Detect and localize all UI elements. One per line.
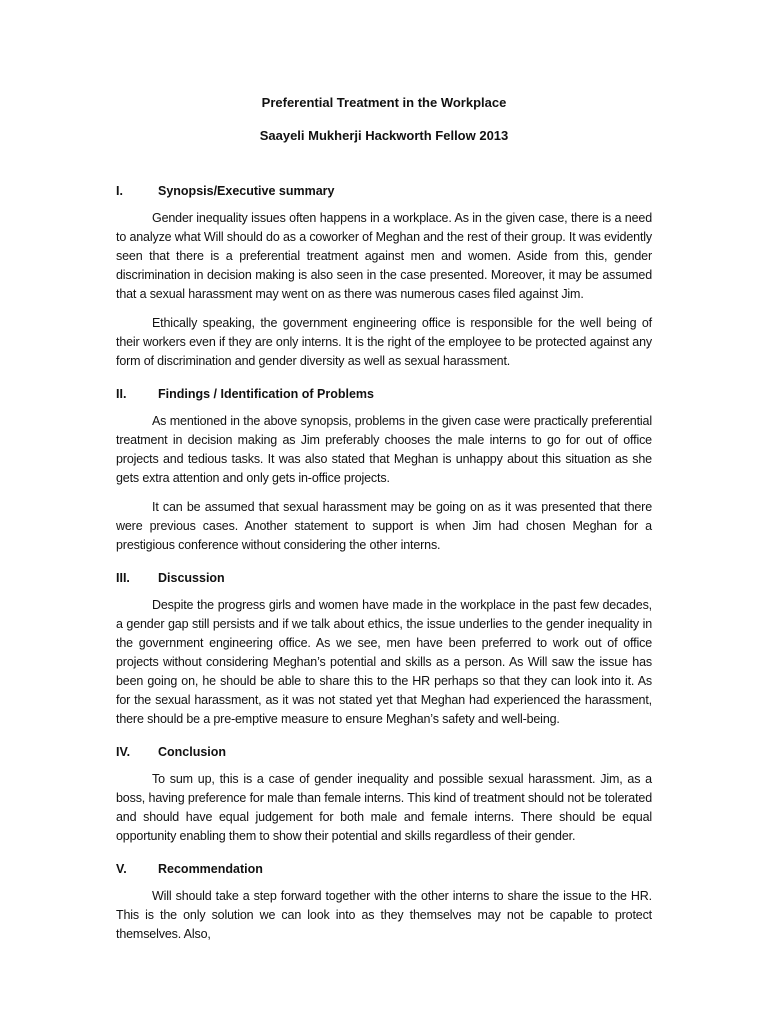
section-heading-conclusion xyxy=(116,743,652,761)
section-number: I. xyxy=(116,184,123,198)
document-subtitle: Saayeli Mukherji Hackworth Fellow 2013 xyxy=(259,128,509,143)
section-title: Conclusion xyxy=(158,745,227,759)
section-number: IV. xyxy=(116,745,131,759)
section-title: Recommendation xyxy=(158,862,263,876)
paragraph: As mentioned in the above synopsis, problems in the given case were practically preferential treatment in decision making as Jim preferably chooses the male interns to go for out of office projects and tedious tasks. It was also stated that Meghan is unhappy about this situation as she gets extra attention and only gets in-office projects. xyxy=(116,414,652,485)
section-title: Synopsis/Executive summary xyxy=(158,184,335,198)
paragraph: To sum up, this is a case of gender inequality and possible sexual harassment. Jim, as a boss, having preference for male than female interns. This kind of treatment should not be tolerated and should have equal judgement for both male and female interns. There should be equal opportunity enabling them to show their potential and skills regardless of their gender. xyxy=(116,772,652,843)
section-title: Findings / Identification of Problems xyxy=(158,387,374,401)
section-heading-recommendation xyxy=(116,860,652,878)
section-heading-discussion xyxy=(116,569,652,587)
section-number: II. xyxy=(116,387,127,401)
document-title: Preferential Treatment in the Workplace xyxy=(261,95,507,110)
paragraph: It can be assumed that sexual harassment may be going on as it was presented that there were previous cases. Another statement to support is when Jim had chosen Meghan for a prestigious conference without considering the other interns. xyxy=(116,500,652,552)
paragraph: Despite the progress girls and women have made in the workplace in the past few decades, a gender gap still persists and if we talk about ethics, the issue underlies to the gender inequality in the government engineering office. As we see, men have been preferred to work out of office projects without considering Meghan’s potential and skills as a person. As Will saw the issue has been going on, he should be able to share this to the HR perhaps so that they can look into it. As for the sexual harassment, as it was not stated yet that Meghan had experienced the harassment, there should be a pre-emptive measure to ensure Meghan’s safety and well-being. xyxy=(116,598,652,726)
paragraph: Ethically speaking, the government engineering office is responsible for the well being of their workers even if they are only interns. It is the right of the employee to be protected against any form of discrimination and gender diversity as well as sexual harassment. xyxy=(116,316,652,368)
section-number: III. xyxy=(116,571,130,585)
section-heading-findings xyxy=(116,385,652,403)
paragraph: Gender inequality issues often happens in a workplace. As in the given case, there is a need to analyze what Will should do as a coworker of Meghan and the rest of their group. It was evidently seen that there is a preferential treatment against men and women. Aside from this, gender discrimination in decision making is also seen in the case presented. Moreover, it may be assumed that a sexual harassment may went on as there was numerous cases filed against Jim. xyxy=(116,211,652,301)
section-heading-synopsis xyxy=(116,182,652,200)
paragraph: Will should take a step forward together with the other interns to share the issue to the HR. This is the only solution we can look into as they themselves may not be capable to protect themselves. Also, xyxy=(116,889,652,941)
section-title: Discussion xyxy=(158,571,225,585)
section-number: V. xyxy=(116,862,127,876)
